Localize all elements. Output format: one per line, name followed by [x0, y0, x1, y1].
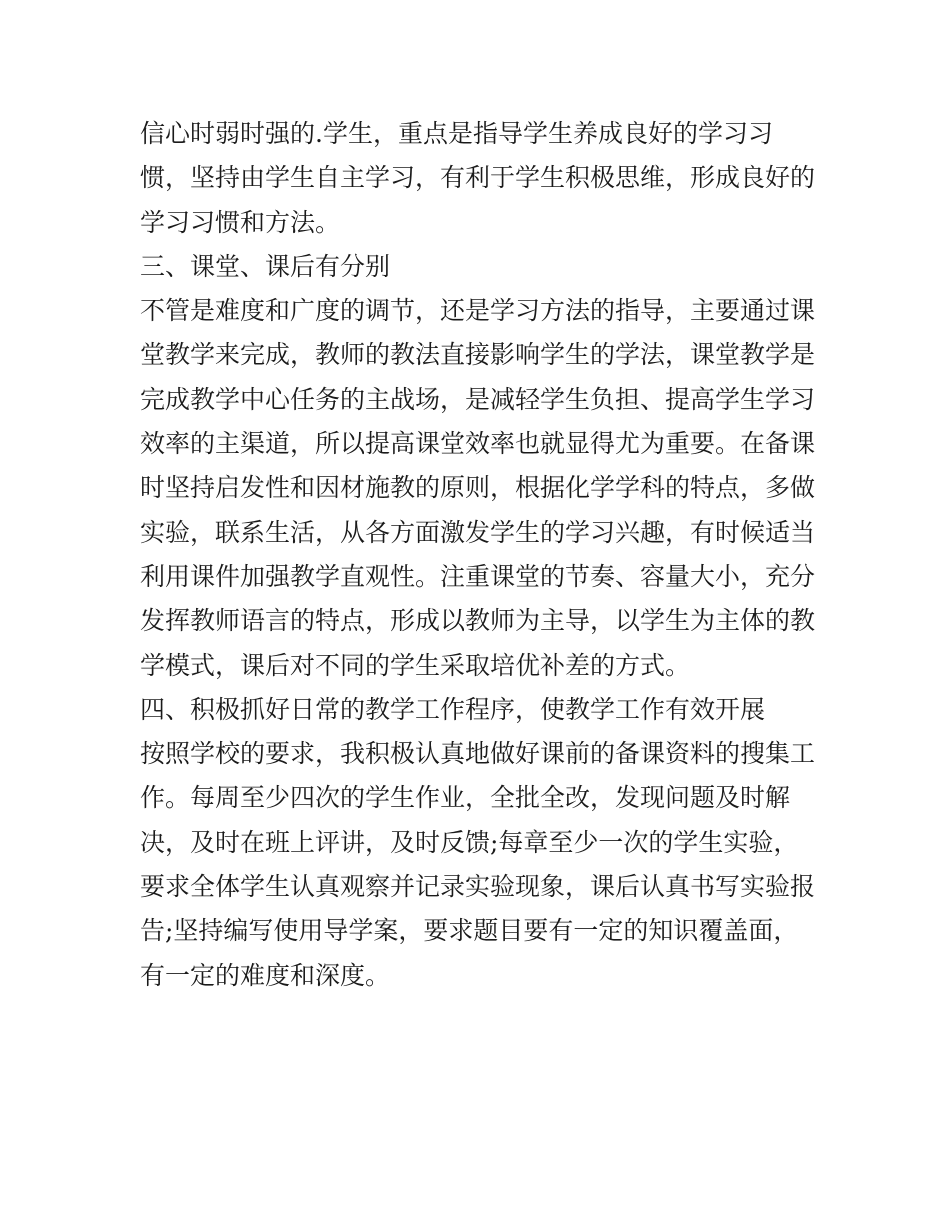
text-line: 堂教学来完成，教师的教法直接影响学生的学法，课堂教学是 [140, 340, 816, 370]
text-line: 完成教学中心任务的主战场，是减轻学生负担、提高学生学习 [140, 384, 816, 414]
document-body [140, 112, 830, 998]
text-line: 发挥教师语言的特点，形成以教师为主导，以学生为主体的教 [140, 606, 816, 636]
text-line: 实验，联系生活，从各方面激发学生的学习兴趣，有时候适当 [140, 517, 816, 547]
text-line: 不管是难度和广度的调节，还是学习方法的指导，主要通过课 [140, 296, 816, 326]
text-line: 效率的主渠道，所以提高课堂效率也就显得尤为重要。在备课 [140, 429, 816, 459]
text-line: 作。每周至少四次的学生作业，全批全改，发现问题及时解 [140, 783, 791, 813]
text-line: 告;坚持编写使用导学案，要求题目要有一定的知识覆盖面， [140, 916, 799, 946]
text-line: 决，及时在班上评讲，及时反馈;每章至少一次的学生实验， [140, 827, 799, 857]
text-line: 惯，坚持由学生自主学习，有利于学生积极思维，形成良好的 [140, 163, 816, 193]
text-line: 学模式，课后对不同的学生采取培优补差的方式。 [140, 650, 691, 680]
section-heading: 四、积极抓好日常的教学工作程序，使教学工作有效开展 [140, 694, 766, 724]
text-line: 时坚持启发性和因材施教的原则，根据化学学科的特点，多做 [140, 473, 816, 503]
text-line: 要求全体学生认真观察并记录实验现象，课后认真书写实验报 [140, 872, 816, 902]
text-line: 学习习惯和方法。 [140, 207, 341, 237]
text-line: 按照学校的要求，我积极认真地做好课前的备课资料的搜集工 [140, 739, 816, 769]
text-line: 利用课件加强教学直观性。注重课堂的节奏、容量大小，充分 [140, 561, 816, 591]
section-heading: 三、课堂、课后有分别 [140, 251, 391, 281]
text-line: 有一定的难度和深度。 [140, 960, 391, 990]
text-line: 信心时弱时强的.学生，重点是指导学生养成良好的学习习 [140, 119, 773, 148]
